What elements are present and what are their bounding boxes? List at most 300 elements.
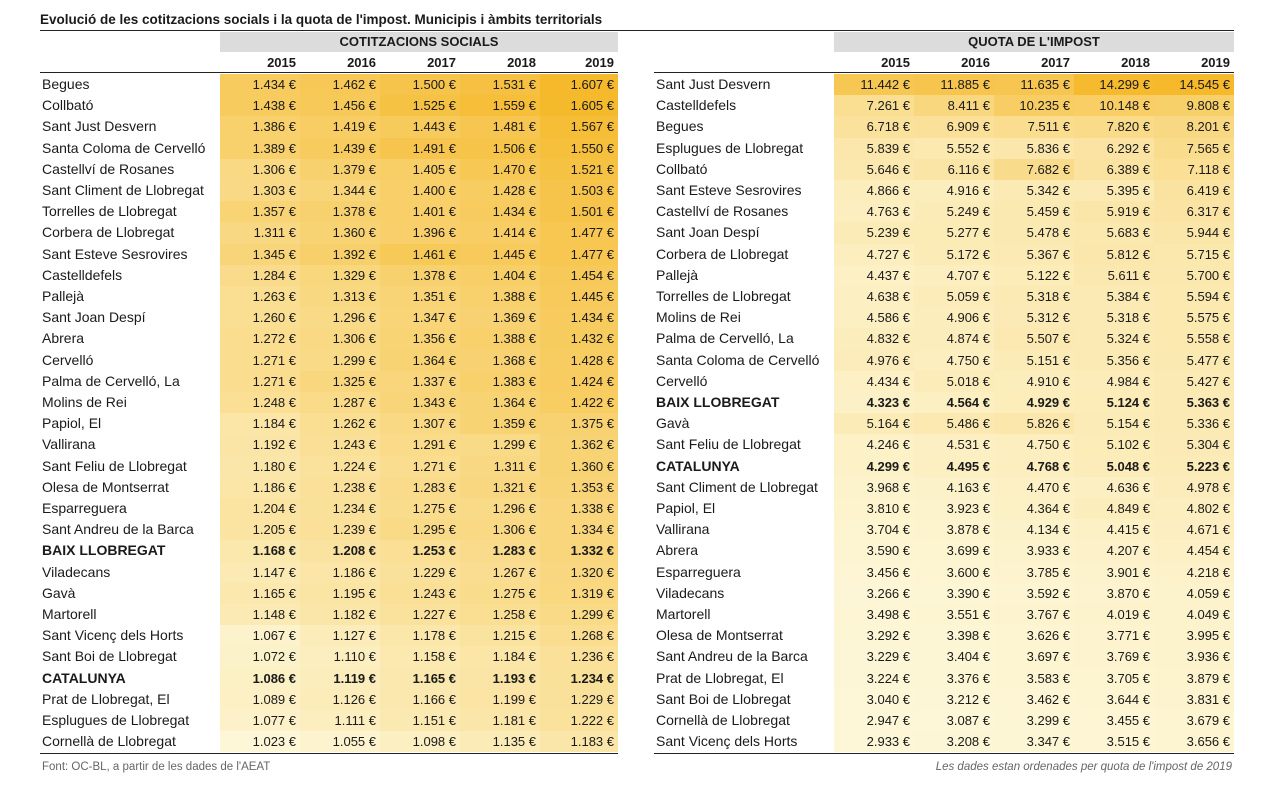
value-cell-2015: 1.389 € xyxy=(220,138,300,159)
table-row xyxy=(40,222,618,243)
table-row xyxy=(40,434,618,455)
value-cell-2018: 1.359 € xyxy=(460,413,540,434)
value-cell-2016: 4.874 € xyxy=(914,328,994,349)
value-cell-2016: 5.277 € xyxy=(914,222,994,243)
table-row xyxy=(40,646,618,667)
value-cell-2018: 5.318 € xyxy=(1074,307,1154,328)
value-cell-2019: 1.338 € xyxy=(540,498,618,519)
table-row xyxy=(40,265,618,286)
value-cell-2017: 1.253 € xyxy=(380,540,460,561)
value-cell-2017: 7.682 € xyxy=(994,159,1074,180)
value-cell-2017: 3.583 € xyxy=(994,668,1074,689)
value-cell-2016: 1.287 € xyxy=(300,392,380,413)
value-cell-2017: 4.910 € xyxy=(994,371,1074,392)
value-cell-2016: 1.378 € xyxy=(300,201,380,222)
value-cell-2018: 3.644 € xyxy=(1074,689,1154,710)
value-cell-2018: 1.283 € xyxy=(460,540,540,561)
value-cell-2015: 1.345 € xyxy=(220,244,300,265)
value-cell-2019: 5.700 € xyxy=(1154,265,1234,286)
value-cell-2019: 1.424 € xyxy=(540,371,618,392)
value-cell-2019: 1.445 € xyxy=(540,286,618,307)
value-cell-2018: 1.445 € xyxy=(460,244,540,265)
value-cell-2018: 3.870 € xyxy=(1074,583,1154,604)
municipality-name: Martorell xyxy=(656,606,711,622)
value-cell-2016: 3.212 € xyxy=(914,689,994,710)
table-row xyxy=(40,519,618,540)
value-cell-2017: 1.347 € xyxy=(380,307,460,328)
value-cell-2015: 4.727 € xyxy=(834,244,914,265)
value-cell-2019: 1.422 € xyxy=(540,392,618,413)
municipality-name: Cornellà de Llobregat xyxy=(42,733,176,750)
value-cell-2016: 5.172 € xyxy=(914,244,994,265)
value-cell-2015: 5.164 € xyxy=(834,413,914,434)
value-cell-2019: 6.419 € xyxy=(1154,180,1234,201)
value-cell-2019: 3.656 € xyxy=(1154,731,1234,752)
value-cell-2015: 3.292 € xyxy=(834,625,914,646)
municipality-name: Sant Just Desvern xyxy=(42,118,157,135)
value-cell-2015: 1.186 € xyxy=(220,477,300,498)
table-row xyxy=(654,350,1234,371)
year-header-2018: 2018 xyxy=(507,55,536,70)
value-cell-2018: 1.470 € xyxy=(460,159,540,180)
value-cell-2016: 4.750 € xyxy=(914,350,994,371)
value-cell-2017: 1.405 € xyxy=(380,159,460,180)
value-cell-2015: 1.192 € xyxy=(220,434,300,455)
municipality-name: Sant Feliu de Llobregat xyxy=(42,457,187,474)
municipality-name: Sant Feliu de Llobregat xyxy=(656,436,801,453)
value-cell-2015: 1.248 € xyxy=(220,392,300,413)
value-cell-2018: 1.181 € xyxy=(460,710,540,731)
value-cell-2018: 1.414 € xyxy=(460,222,540,243)
value-cell-2016: 1.182 € xyxy=(300,604,380,625)
municipality-name: Sant Esteve Sesrovires xyxy=(42,245,188,262)
value-cell-2016: 4.564 € xyxy=(914,392,994,413)
municipality-name: Prat de Llobregat, El xyxy=(656,669,784,686)
table-row xyxy=(654,222,1234,243)
municipality-name: Sant Esteve Sesrovires xyxy=(656,182,802,198)
value-cell-2016: 4.916 € xyxy=(914,180,994,201)
value-cell-2015: 3.590 € xyxy=(834,540,914,561)
value-cell-2019: 5.594 € xyxy=(1154,286,1234,307)
value-cell-2019: 1.550 € xyxy=(540,138,618,159)
value-cell-2017: 1.098 € xyxy=(380,731,460,752)
value-cell-2018: 1.368 € xyxy=(460,350,540,371)
value-cell-2017: 1.283 € xyxy=(380,477,460,498)
value-cell-2015: 3.456 € xyxy=(834,562,914,583)
value-cell-2019: 4.059 € xyxy=(1154,583,1234,604)
value-cell-2017: 5.367 € xyxy=(994,244,1074,265)
value-cell-2019: 1.183 € xyxy=(540,731,618,752)
value-cell-2019: 5.363 € xyxy=(1154,392,1234,413)
value-cell-2017: 1.271 € xyxy=(380,456,460,477)
value-cell-2015: 1.272 € xyxy=(220,328,300,349)
table-row xyxy=(654,540,1234,561)
value-cell-2016: 1.392 € xyxy=(300,244,380,265)
value-cell-2015: 11.442 € xyxy=(834,74,914,95)
municipality-name: Gavà xyxy=(656,415,690,432)
year-header-2018: 2018 xyxy=(1121,55,1150,70)
municipality-name: Palma de Cervelló, La xyxy=(42,372,180,389)
value-cell-2016: 4.163 € xyxy=(914,477,994,498)
municipality-name: Cervelló xyxy=(42,351,94,368)
value-cell-2016: 3.600 € xyxy=(914,562,994,583)
value-cell-2015: 1.303 € xyxy=(220,180,300,201)
value-cell-2016: 1.439 € xyxy=(300,138,380,159)
value-cell-2017: 1.356 € xyxy=(380,328,460,349)
municipality-name: Castellví de Rosanes xyxy=(42,160,175,177)
value-cell-2015: 1.165 € xyxy=(220,583,300,604)
table-row xyxy=(654,477,1234,498)
table-row xyxy=(654,95,1234,116)
municipality-name: CATALUNYA xyxy=(42,669,126,686)
municipality-name: Molins de Rei xyxy=(42,394,127,410)
value-cell-2017: 5.122 € xyxy=(994,265,1074,286)
value-cell-2015: 5.646 € xyxy=(834,159,914,180)
table-row xyxy=(654,731,1234,752)
value-cell-2019: 4.978 € xyxy=(1154,477,1234,498)
value-cell-2018: 1.184 € xyxy=(460,646,540,667)
value-cell-2019: 5.304 € xyxy=(1154,434,1234,455)
value-cell-2015: 2.933 € xyxy=(834,731,914,752)
value-cell-2016: 8.411 € xyxy=(914,95,994,116)
value-cell-2017: 5.318 € xyxy=(994,286,1074,307)
value-cell-2017: 1.351 € xyxy=(380,286,460,307)
value-cell-2018: 3.769 € xyxy=(1074,646,1154,667)
municipality-name: Sant Climent de Llobregat xyxy=(656,478,818,495)
value-cell-2016: 3.878 € xyxy=(914,519,994,540)
value-cell-2017: 3.933 € xyxy=(994,540,1074,561)
municipality-name: Sant Climent de Llobregat xyxy=(42,182,204,198)
value-cell-2019: 5.477 € xyxy=(1154,350,1234,371)
value-cell-2017: 1.291 € xyxy=(380,434,460,455)
municipality-name: Esplugues de Llobregat xyxy=(42,712,190,728)
value-cell-2016: 5.018 € xyxy=(914,371,994,392)
value-cell-2016: 1.262 € xyxy=(300,413,380,434)
value-cell-2018: 4.415 € xyxy=(1074,519,1154,540)
value-cell-2016: 3.087 € xyxy=(914,710,994,731)
municipality-name: Papiol, El xyxy=(656,500,716,516)
value-cell-2019: 1.607 € xyxy=(540,74,618,95)
value-cell-2015: 1.271 € xyxy=(220,350,300,371)
table-row xyxy=(40,625,618,646)
value-cell-2015: 4.323 € xyxy=(834,392,914,413)
table-row xyxy=(40,138,618,159)
value-cell-2016: 1.462 € xyxy=(300,74,380,95)
value-cell-2015: 4.434 € xyxy=(834,371,914,392)
value-cell-2018: 5.102 € xyxy=(1074,434,1154,455)
value-cell-2019: 7.118 € xyxy=(1154,159,1234,180)
value-cell-2016: 1.234 € xyxy=(300,498,380,519)
table-row xyxy=(40,159,618,180)
table-bottom-rule xyxy=(40,753,618,754)
value-cell-2019: 1.334 € xyxy=(540,519,618,540)
value-cell-2015: 1.204 € xyxy=(220,498,300,519)
value-cell-2018: 1.404 € xyxy=(460,265,540,286)
value-cell-2019: 1.268 € xyxy=(540,625,618,646)
table-row xyxy=(654,116,1234,137)
municipality-name: Sant Vicenç dels Horts xyxy=(42,627,184,644)
value-cell-2018: 3.771 € xyxy=(1074,625,1154,646)
value-cell-2016: 5.249 € xyxy=(914,201,994,222)
value-cell-2015: 1.086 € xyxy=(220,668,300,689)
value-cell-2019: 1.332 € xyxy=(540,540,618,561)
value-cell-2018: 1.135 € xyxy=(460,731,540,752)
table-row xyxy=(40,710,618,731)
value-cell-2015: 1.263 € xyxy=(220,286,300,307)
value-cell-2016: 1.379 € xyxy=(300,159,380,180)
value-cell-2018: 1.434 € xyxy=(460,201,540,222)
value-cell-2015: 1.386 € xyxy=(220,116,300,137)
table-row xyxy=(40,498,618,519)
value-cell-2015: 3.224 € xyxy=(834,668,914,689)
value-cell-2016: 6.116 € xyxy=(914,159,994,180)
value-cell-2015: 2.947 € xyxy=(834,710,914,731)
value-cell-2017: 1.400 € xyxy=(380,180,460,201)
municipality-name: Sant Boi de Llobregat xyxy=(42,648,177,665)
value-cell-2017: 5.507 € xyxy=(994,328,1074,349)
value-cell-2019: 1.454 € xyxy=(540,265,618,286)
value-cell-2016: 3.390 € xyxy=(914,583,994,604)
value-cell-2018: 5.324 € xyxy=(1074,328,1154,349)
value-cell-2018: 1.193 € xyxy=(460,668,540,689)
table-row xyxy=(654,392,1234,413)
value-cell-2015: 1.072 € xyxy=(220,646,300,667)
municipality-name: Molins de Rei xyxy=(656,309,741,326)
municipality-name: Sant Joan Despí xyxy=(42,309,146,326)
value-cell-2019: 1.375 € xyxy=(540,413,618,434)
value-cell-2016: 1.127 € xyxy=(300,625,380,646)
value-cell-2015: 4.299 € xyxy=(834,456,914,477)
value-cell-2018: 5.124 € xyxy=(1074,392,1154,413)
quota-impost-header: QUOTA DE L'IMPOST xyxy=(834,32,1234,52)
municipality-name: Sant Vicenç dels Horts xyxy=(656,733,798,750)
value-cell-2015: 1.023 € xyxy=(220,731,300,752)
table-title: Evolució de les cotitzacions socials i la quota de l'impost. Municipis i àmbits territorials xyxy=(40,10,1234,31)
value-cell-2016: 1.208 € xyxy=(300,540,380,561)
value-cell-2016: 1.186 € xyxy=(300,562,380,583)
cotitzacions-socials-header: COTITZACIONS SOCIALS xyxy=(220,32,618,52)
source-note: Font: OC-BL, a partir de les dades de l'AEAT xyxy=(42,761,271,773)
value-cell-2015: 1.089 € xyxy=(220,689,300,710)
municipality-name: Santa Coloma de Cervelló xyxy=(42,139,206,156)
value-cell-2019: 1.362 € xyxy=(540,434,618,455)
value-cell-2018: 1.215 € xyxy=(460,625,540,646)
table-row xyxy=(654,434,1234,455)
value-cell-2016: 1.299 € xyxy=(300,350,380,371)
value-cell-2018: 1.383 € xyxy=(460,371,540,392)
value-cell-2017: 1.158 € xyxy=(380,646,460,667)
value-cell-2016: 1.119 € xyxy=(300,668,380,689)
value-cell-2017: 1.151 € xyxy=(380,710,460,731)
value-cell-2016: 1.239 € xyxy=(300,519,380,540)
value-cell-2019: 7.565 € xyxy=(1154,138,1234,159)
value-cell-2016: 1.243 € xyxy=(300,434,380,455)
year-header-2015: 2015 xyxy=(267,55,296,70)
table-row xyxy=(654,265,1234,286)
value-cell-2018: 3.455 € xyxy=(1074,710,1154,731)
value-cell-2019: 4.802 € xyxy=(1154,498,1234,519)
value-cell-2016: 3.376 € xyxy=(914,668,994,689)
value-cell-2019: 1.360 € xyxy=(540,456,618,477)
value-cell-2016: 11.885 € xyxy=(914,74,994,95)
value-cell-2018: 1.321 € xyxy=(460,477,540,498)
year-header-2017: 2017 xyxy=(427,55,456,70)
value-cell-2016: 1.195 € xyxy=(300,583,380,604)
value-cell-2016: 5.552 € xyxy=(914,138,994,159)
year-header-2019: 2019 xyxy=(585,55,614,70)
municipality-name: Torrelles de Llobregat xyxy=(656,288,791,304)
value-cell-2018: 1.258 € xyxy=(460,604,540,625)
table-row xyxy=(654,498,1234,519)
value-cell-2017: 1.166 € xyxy=(380,689,460,710)
value-cell-2017: 5.478 € xyxy=(994,222,1074,243)
value-cell-2018: 4.636 € xyxy=(1074,477,1154,498)
value-cell-2016: 1.360 € xyxy=(300,222,380,243)
value-cell-2017: 3.299 € xyxy=(994,710,1074,731)
value-cell-2019: 1.477 € xyxy=(540,222,618,243)
value-cell-2018: 4.019 € xyxy=(1074,604,1154,625)
value-cell-2015: 1.311 € xyxy=(220,222,300,243)
value-cell-2018: 6.389 € xyxy=(1074,159,1154,180)
value-cell-2015: 3.704 € xyxy=(834,519,914,540)
value-cell-2019: 1.503 € xyxy=(540,180,618,201)
value-cell-2019: 8.201 € xyxy=(1154,116,1234,137)
value-cell-2016: 3.699 € xyxy=(914,540,994,561)
value-cell-2019: 1.432 € xyxy=(540,328,618,349)
municipality-name: Sant Andreu de la Barca xyxy=(656,648,808,665)
table-row xyxy=(654,710,1234,731)
value-cell-2015: 1.438 € xyxy=(220,95,300,116)
value-cell-2017: 1.525 € xyxy=(380,95,460,116)
value-cell-2017: 1.165 € xyxy=(380,668,460,689)
table-row xyxy=(40,180,618,201)
value-cell-2017: 1.364 € xyxy=(380,350,460,371)
table-row xyxy=(40,307,618,328)
value-cell-2016: 1.296 € xyxy=(300,307,380,328)
value-cell-2015: 4.437 € xyxy=(834,265,914,286)
value-cell-2019: 4.454 € xyxy=(1154,540,1234,561)
value-cell-2015: 1.284 € xyxy=(220,265,300,286)
municipality-name: Palma de Cervelló, La xyxy=(656,330,794,347)
table-row xyxy=(654,180,1234,201)
value-cell-2018: 1.428 € xyxy=(460,180,540,201)
table-row xyxy=(654,668,1234,689)
value-cell-2015: 1.067 € xyxy=(220,625,300,646)
municipality-name: BAIX LLOBREGAT xyxy=(656,394,780,410)
value-cell-2016: 4.531 € xyxy=(914,434,994,455)
value-cell-2017: 5.836 € xyxy=(994,138,1074,159)
value-cell-2016: 1.329 € xyxy=(300,265,380,286)
value-cell-2017: 5.312 € xyxy=(994,307,1074,328)
value-cell-2017: 3.697 € xyxy=(994,646,1074,667)
value-cell-2019: 6.317 € xyxy=(1154,201,1234,222)
table-row xyxy=(40,116,618,137)
municipality-name: Begues xyxy=(42,76,90,92)
value-cell-2019: 9.808 € xyxy=(1154,95,1234,116)
value-cell-2016: 1.325 € xyxy=(300,371,380,392)
value-cell-2017: 4.134 € xyxy=(994,519,1074,540)
value-cell-2016: 1.344 € xyxy=(300,180,380,201)
value-cell-2018: 5.812 € xyxy=(1074,244,1154,265)
value-cell-2015: 1.147 € xyxy=(220,562,300,583)
value-cell-2016: 1.238 € xyxy=(300,477,380,498)
value-cell-2019: 3.936 € xyxy=(1154,646,1234,667)
table-row xyxy=(40,477,618,498)
value-cell-2019: 1.229 € xyxy=(540,689,618,710)
value-cell-2016: 1.110 € xyxy=(300,646,380,667)
municipality-name: Sant Joan Despí xyxy=(656,224,760,241)
value-cell-2019: 1.236 € xyxy=(540,646,618,667)
value-cell-2016: 3.398 € xyxy=(914,625,994,646)
value-cell-2019: 5.558 € xyxy=(1154,328,1234,349)
municipality-name: Cervelló xyxy=(656,372,708,389)
municipality-name: Olesa de Montserrat xyxy=(656,627,783,644)
value-cell-2018: 3.705 € xyxy=(1074,668,1154,689)
municipality-name: Esparreguera xyxy=(42,500,127,516)
value-cell-2017: 1.178 € xyxy=(380,625,460,646)
table-row xyxy=(40,689,618,710)
value-cell-2016: 1.456 € xyxy=(300,95,380,116)
value-cell-2018: 5.919 € xyxy=(1074,201,1154,222)
table-row xyxy=(40,244,618,265)
year-header-2017: 2017 xyxy=(1041,55,1070,70)
value-cell-2019: 1.299 € xyxy=(540,604,618,625)
table-row xyxy=(654,604,1234,625)
value-cell-2019: 1.353 € xyxy=(540,477,618,498)
value-cell-2015: 1.077 € xyxy=(220,710,300,731)
value-cell-2019: 4.218 € xyxy=(1154,562,1234,583)
table-row xyxy=(40,350,618,371)
value-cell-2019: 1.501 € xyxy=(540,201,618,222)
value-cell-2017: 4.750 € xyxy=(994,434,1074,455)
municipality-name: BAIX LLOBREGAT xyxy=(42,542,166,559)
municipality-name: Gavà xyxy=(42,584,76,601)
value-cell-2019: 5.575 € xyxy=(1154,307,1234,328)
value-cell-2019: 5.336 € xyxy=(1154,413,1234,434)
value-cell-2015: 6.718 € xyxy=(834,116,914,137)
value-cell-2017: 4.470 € xyxy=(994,477,1074,498)
value-cell-2018: 1.199 € xyxy=(460,689,540,710)
table-row xyxy=(40,328,618,349)
table-row xyxy=(40,583,618,604)
value-cell-2018: 1.296 € xyxy=(460,498,540,519)
municipality-name: Papiol, El xyxy=(42,415,102,432)
value-cell-2015: 1.260 € xyxy=(220,307,300,328)
value-cell-2019: 1.428 € xyxy=(540,350,618,371)
value-cell-2015: 1.306 € xyxy=(220,159,300,180)
value-cell-2018: 3.515 € xyxy=(1074,731,1154,752)
value-cell-2019: 1.320 € xyxy=(540,562,618,583)
value-cell-2017: 1.337 € xyxy=(380,371,460,392)
value-cell-2018: 1.506 € xyxy=(460,138,540,159)
value-cell-2016: 3.923 € xyxy=(914,498,994,519)
value-cell-2018: 6.292 € xyxy=(1074,138,1154,159)
value-cell-2018: 4.984 € xyxy=(1074,371,1154,392)
municipality-name: Prat de Llobregat, El xyxy=(42,690,170,707)
value-cell-2015: 1.184 € xyxy=(220,413,300,434)
value-cell-2016: 5.059 € xyxy=(914,286,994,307)
value-cell-2017: 3.626 € xyxy=(994,625,1074,646)
value-cell-2015: 1.434 € xyxy=(220,74,300,95)
value-cell-2017: 1.500 € xyxy=(380,74,460,95)
value-cell-2015: 1.357 € xyxy=(220,201,300,222)
value-cell-2019: 1.234 € xyxy=(540,668,618,689)
value-cell-2019: 1.567 € xyxy=(540,116,618,137)
municipality-name: Esparreguera xyxy=(656,563,741,580)
table-bottom-rule xyxy=(654,753,1234,754)
value-cell-2017: 3.785 € xyxy=(994,562,1074,583)
value-cell-2017: 5.342 € xyxy=(994,180,1074,201)
